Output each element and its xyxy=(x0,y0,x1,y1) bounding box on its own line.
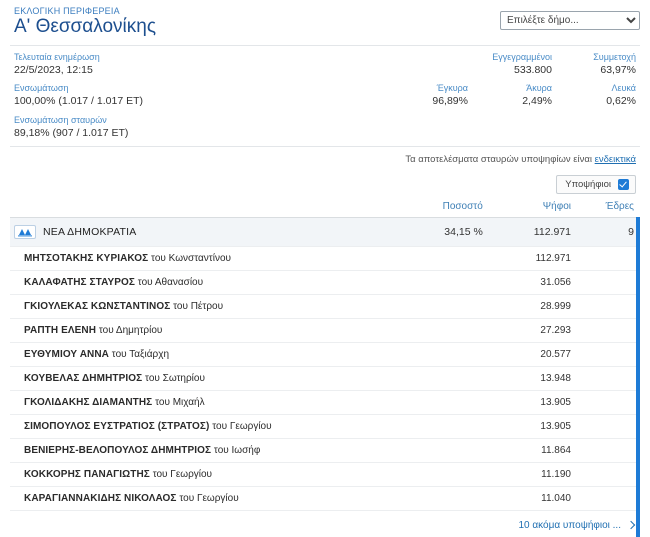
candidate-percent xyxy=(407,342,489,366)
table-row[interactable] xyxy=(10,294,640,318)
registered-label: Εγγεγραμμένοι xyxy=(492,51,552,62)
last-update-value: 22/5/2023, 12:15 xyxy=(14,64,93,77)
table-row[interactable] xyxy=(10,414,640,438)
party-seats: 9 xyxy=(577,217,640,246)
candidate-percent xyxy=(407,270,489,294)
candidate-votes: 112.971 xyxy=(489,246,577,270)
candidate-patronymic: του Μιχαήλ xyxy=(155,396,205,408)
candidate-name-cell xyxy=(10,246,407,270)
candidate-seats xyxy=(577,246,640,270)
candidate-surname: ΚΟΥΒΕΛΑΣ ΔΗΜΗΤΡΙΟΣ xyxy=(24,372,143,384)
indicative-note xyxy=(0,154,640,165)
candidate-patronymic: του Πέτρου xyxy=(173,300,224,312)
candidate-percent xyxy=(407,438,489,462)
valid-label: Έγκυρα xyxy=(436,83,468,94)
page-header xyxy=(0,0,650,39)
turnout-label: Συμμετοχή xyxy=(593,51,636,62)
candidate-name-cell xyxy=(10,270,407,294)
candidate-name-cell xyxy=(10,390,407,414)
invalid-stat xyxy=(490,82,552,108)
column-header-seats: Έδρες xyxy=(577,198,640,218)
party-accent-bar xyxy=(636,217,640,537)
candidate-percent xyxy=(407,246,489,270)
info-row-updated xyxy=(14,51,636,77)
info-strip xyxy=(10,45,640,147)
results-table-wrap xyxy=(10,198,640,537)
candidate-surname: ΡΑΠΤΗ ΕΛΕΝΗ xyxy=(24,324,97,336)
candidate-seats xyxy=(577,486,640,510)
registered-value: 533.800 xyxy=(514,64,552,77)
candidate-percent xyxy=(407,366,489,390)
candidate-surname: ΚΑΛΑΦΑΤΗΣ ΣΤΑΥΡΟΣ xyxy=(24,276,136,288)
incorporation-value: 100,00% (1.017 / 1.017 ΕΤ) xyxy=(14,95,143,108)
info-stats-bottom xyxy=(406,82,636,108)
candidate-surname: ΒΕΝΙΕΡΗΣ-ΒΕΛΟΠΟΥΛΟΣ ΔΗΜΗΤΡΙΟΣ xyxy=(24,444,212,456)
candidate-votes: 31.056 xyxy=(489,270,577,294)
nea-dimokratia-logo-icon xyxy=(14,225,36,239)
last-update-label: Τελευταία ενημέρωση xyxy=(14,51,100,62)
candidate-patronymic: του Γεωργίου xyxy=(152,468,213,480)
candidate-votes: 13.905 xyxy=(489,390,577,414)
incorporation xyxy=(14,82,143,108)
candidate-votes: 28.999 xyxy=(489,294,577,318)
candidate-name-cell xyxy=(10,318,407,342)
candidate-seats xyxy=(577,438,640,462)
candidate-patronymic: του Γεωργίου xyxy=(179,492,239,504)
candidate-seats xyxy=(577,414,640,438)
candidate-percent xyxy=(407,294,489,318)
candidate-seats xyxy=(577,294,640,318)
valid-value: 96,89% xyxy=(432,95,468,108)
more-candidates-row[interactable] xyxy=(10,510,640,537)
candidate-percent xyxy=(407,414,489,438)
candidate-patronymic: του Γεωργίου xyxy=(212,420,272,432)
candidate-surname: ΚΑΡΑΓΙΑΝΝΑΚΙΔΗΣ ΝΙΚΟΛΑΟΣ xyxy=(24,492,177,504)
candidate-name-cell xyxy=(10,438,407,462)
checkbox-icon[interactable] xyxy=(618,179,629,190)
candidate-patronymic: του Σωτηρίου xyxy=(145,372,205,384)
table-header-row xyxy=(10,198,640,218)
cross-incorporation-value: 89,18% (907 / 1.017 ΕΤ) xyxy=(14,126,129,139)
candidate-surname: ΜΗΤΣΟΤΑΚΗΣ ΚΥΡΙΑΚΟΣ xyxy=(24,252,149,264)
table-row[interactable] xyxy=(10,318,640,342)
table-row[interactable] xyxy=(10,438,640,462)
invalid-label: Άκυρα xyxy=(526,83,552,94)
table-row[interactable] xyxy=(10,390,640,414)
candidate-percent xyxy=(407,390,489,414)
column-header-name xyxy=(10,198,407,218)
info-row-crosses xyxy=(14,114,636,140)
registered-stat xyxy=(490,51,552,77)
info-stats-top xyxy=(490,51,636,77)
candidate-patronymic: του Κωνσταντίνου xyxy=(151,252,231,264)
candidate-surname: ΓΚΟΛΙΔΑΚΗΣ ΔΙΑΜΑΝΤΗΣ xyxy=(24,396,153,408)
candidates-toggle-label: Υποψήφιοι xyxy=(565,178,611,190)
candidate-votes: 20.577 xyxy=(489,342,577,366)
chevron-right-icon xyxy=(627,521,635,529)
invalid-value: 2,49% xyxy=(522,95,552,108)
page-title: Α' Θεσσαλονίκης xyxy=(14,16,156,37)
candidate-name-cell xyxy=(10,366,407,390)
breadcrumb: ΕΚΛΟΓΙΚΗ ΠΕΡΙΦΕΡΕΙΑ xyxy=(14,6,120,16)
candidate-percent xyxy=(407,318,489,342)
party-name-label: ΝΕΑ ΔΗΜΟΚΡΑΤΙΑ xyxy=(43,225,137,238)
cross-incorporation-label: Ενσωμάτωση σταυρών xyxy=(14,114,107,125)
candidate-votes: 11.040 xyxy=(489,486,577,510)
table-row[interactable] xyxy=(10,366,640,390)
party-row[interactable] xyxy=(10,217,640,246)
party-name-cell xyxy=(10,217,407,246)
candidates-toggle-bar xyxy=(0,175,640,194)
party-votes: 112.971 xyxy=(489,217,577,246)
candidate-seats xyxy=(577,342,640,366)
candidate-patronymic: του Ιωσήφ xyxy=(213,444,261,456)
candidate-name-cell xyxy=(10,486,407,510)
column-header-votes: Ψήφοι xyxy=(489,198,577,218)
results-table xyxy=(10,198,640,537)
party-percent: 34,15 % xyxy=(407,217,489,246)
candidate-surname: ΓΚΙΟΥΛΕΚΑΣ ΚΩΝΣΤΑΝΤΙΝΟΣ xyxy=(24,300,171,312)
candidate-surname: ΕΥΘΥΜΙΟΥ ΑΝΝΑ xyxy=(24,348,110,360)
candidate-name-cell xyxy=(10,342,407,366)
last-update xyxy=(14,51,100,77)
valid-stat xyxy=(406,82,468,108)
candidate-seats xyxy=(577,390,640,414)
candidate-patronymic: του Δημητρίου xyxy=(98,324,163,336)
candidate-name-cell xyxy=(10,462,407,486)
indicative-note-text: Τα αποτελέσματα σταυρών υποψηφίων είναι xyxy=(405,153,595,165)
candidate-votes: 11.864 xyxy=(489,438,577,462)
logo-glyph xyxy=(17,227,33,237)
blank-value: 0,62% xyxy=(606,95,636,108)
candidate-votes: 13.905 xyxy=(489,414,577,438)
candidate-votes: 13.948 xyxy=(489,366,577,390)
cross-incorporation xyxy=(14,114,128,140)
table-row[interactable] xyxy=(10,246,640,270)
results-table-body xyxy=(10,217,640,537)
turnout-value: 63,97% xyxy=(600,64,636,77)
candidates-toggle[interactable] xyxy=(556,175,636,194)
municipality-select[interactable] xyxy=(500,11,640,30)
candidate-votes: 11.190 xyxy=(489,462,577,486)
more-candidates-link[interactable] xyxy=(16,520,634,531)
table-row[interactable] xyxy=(10,462,640,486)
incorporation-label: Ενσωμάτωση xyxy=(14,83,69,94)
blank-stat xyxy=(574,82,636,108)
candidate-seats xyxy=(577,318,640,342)
more-candidates-label: 10 ακόμα υποψήφιοι ... xyxy=(518,519,621,531)
info-row-incorporation xyxy=(14,82,636,108)
turnout-stat xyxy=(574,51,636,77)
column-header-percent: Ποσοστό xyxy=(407,198,489,218)
candidate-seats xyxy=(577,462,640,486)
blank-label: Λευκά xyxy=(611,83,636,94)
table-row[interactable] xyxy=(10,486,640,510)
more-candidates-cell xyxy=(10,510,640,537)
header-titles xyxy=(10,6,156,37)
candidate-votes: 27.293 xyxy=(489,318,577,342)
candidate-seats xyxy=(577,366,640,390)
candidate-surname: ΣΙΜΟΠΟΥΛΟΣ ΕΥΣΤΡΑΤΙΟΣ (ΣΤΡΑΤΟΣ) xyxy=(24,420,210,432)
table-row[interactable] xyxy=(10,270,640,294)
indicative-note-link[interactable]: ενδεικτικά xyxy=(594,153,636,165)
candidate-name-cell xyxy=(10,294,407,318)
candidate-percent xyxy=(407,486,489,510)
candidate-surname: ΚΟΚΚΟΡΗΣ ΠΑΝΑΓΙΩΤΗΣ xyxy=(24,468,150,480)
candidate-percent xyxy=(407,462,489,486)
candidate-name-cell xyxy=(10,414,407,438)
table-row[interactable] xyxy=(10,342,640,366)
candidate-patronymic: του Ταξιάρχη xyxy=(111,348,170,360)
candidate-patronymic: του Αθανασίου xyxy=(137,276,204,288)
candidate-seats xyxy=(577,270,640,294)
